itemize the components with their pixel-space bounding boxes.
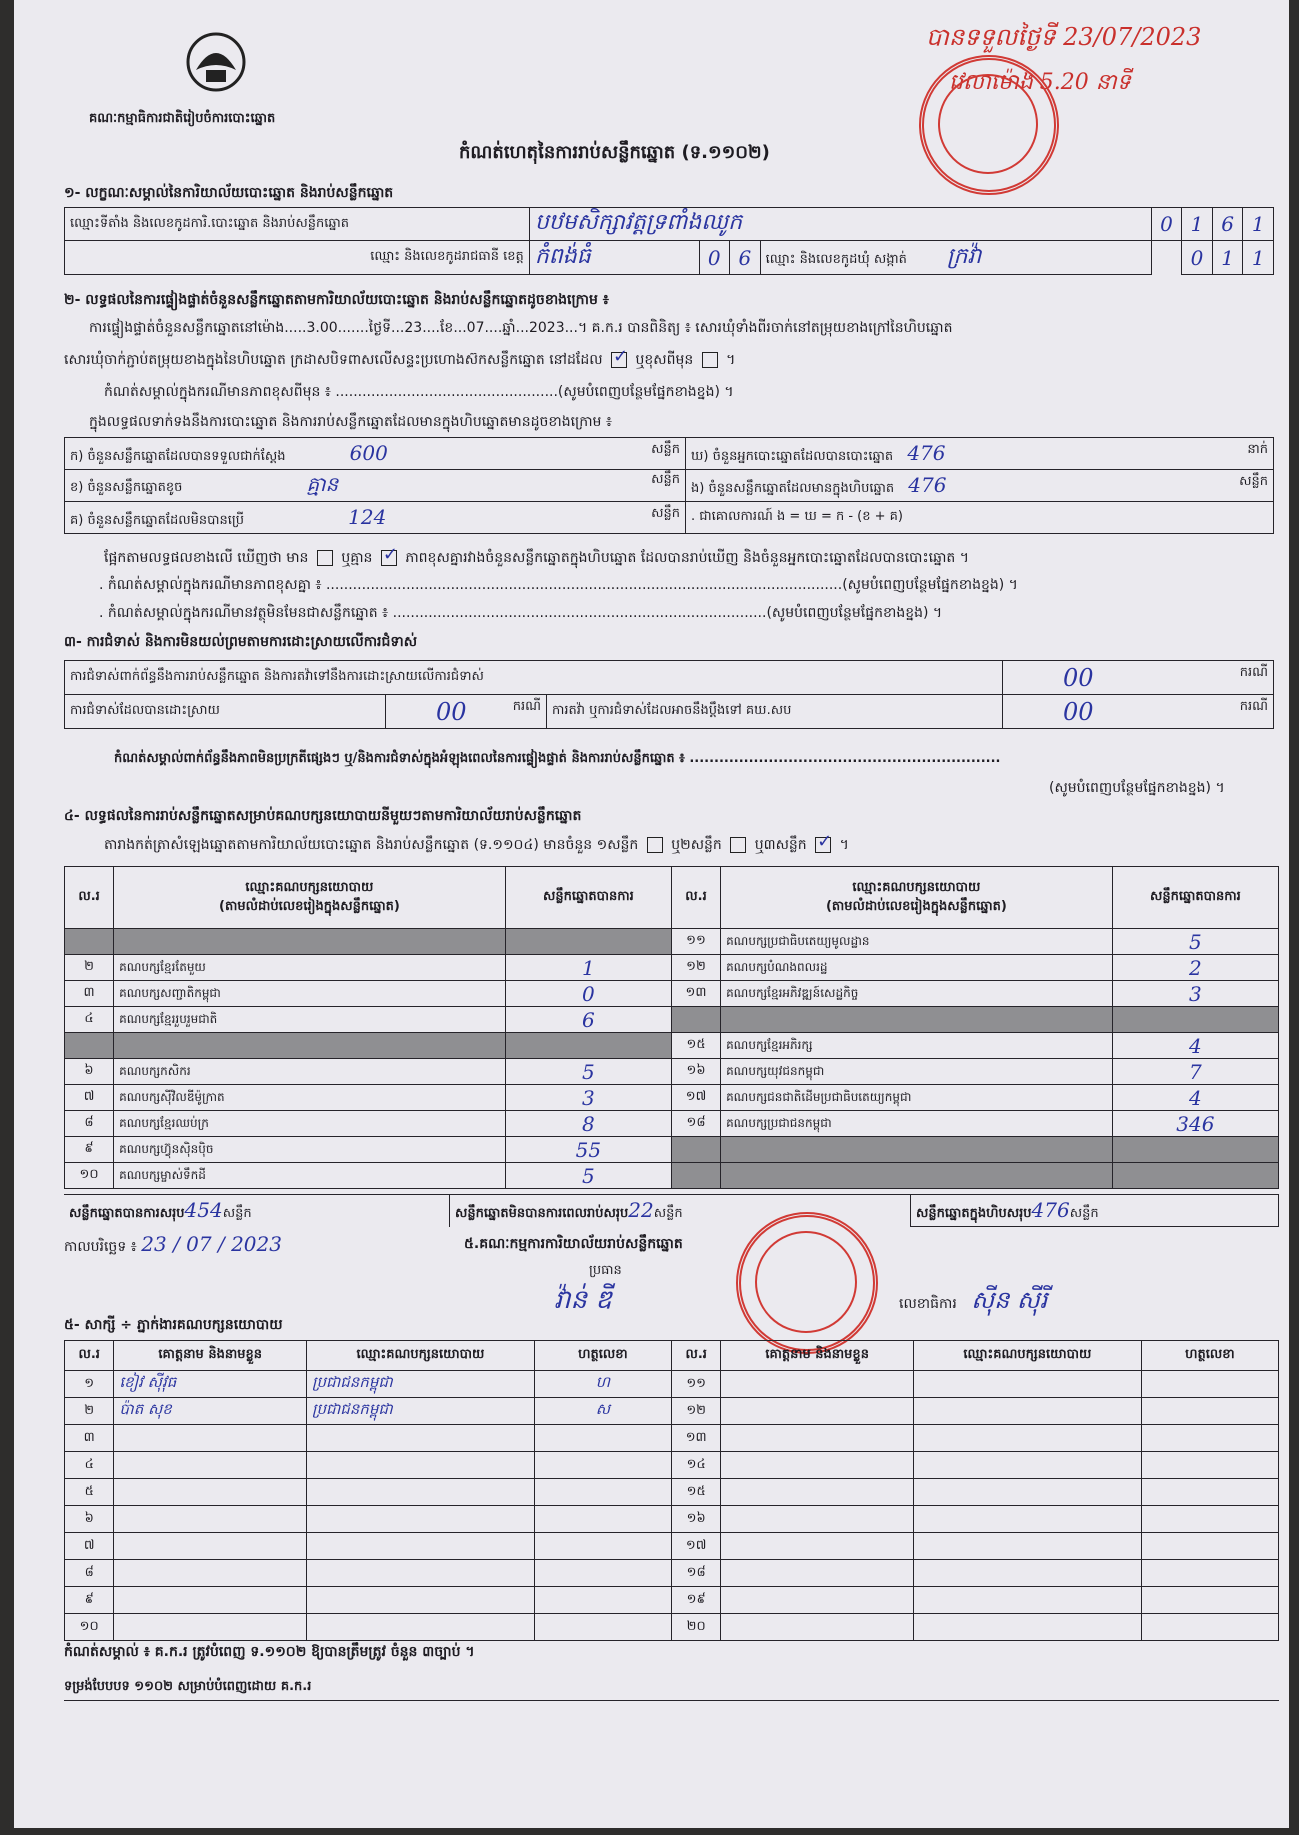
- party-name: គណបក្សខ្មែរអភិរក្ស: [721, 1033, 1113, 1059]
- witness-name: [114, 1506, 307, 1533]
- seal-line-text: សោរឃុំចាក់ភ្ជាប់តម្រុយខាងក្នុងនៃហិបឆ្នោត ក្រដាសបិទពាសលើសន្ទះប្រហោងស៊កសន្លឹកឆ្នោត នៅដដែល: [64, 352, 603, 368]
- witness-party: [306, 1425, 534, 1452]
- unused-ballots-label: គ) ចំនួនសន្លឹកឆ្នោតដែលមិនបានប្រើ: [70, 512, 244, 528]
- party-name: គណបក្សយុវជនកម្ពុជា: [721, 1059, 1113, 1085]
- witness-no: ១៥: [671, 1479, 720, 1506]
- compare-text: ភាពខុសគ្នារវាងចំនួនសន្លឹកឆ្នោតក្នុងហិបឆ្នោត ដែលបានរាប់ឃើញ និងចំនួនអ្នកបោះឆ្នោតដែលបានបោះឆ្នោត ។: [405, 550, 969, 566]
- witness-sign: [534, 1479, 671, 1506]
- party-row: [65, 1007, 1279, 1033]
- witness-sign: [534, 1452, 671, 1479]
- form-id: ទម្រង់បែបបទ ១១០២ សម្រាប់បំពេញដោយ គ.ក.រ: [64, 1679, 312, 1694]
- section5-title: ៥- សាក្សី ÷ ភ្នាក់ងារគណបក្សនយោបាយ: [64, 1317, 283, 1333]
- province-value: កំពង់ធំ: [529, 241, 699, 275]
- party-votes: [1112, 1163, 1278, 1189]
- box-ballots-value: 476: [908, 472, 947, 497]
- province-code-1: 0: [699, 241, 730, 275]
- witness-no: ១: [65, 1371, 114, 1398]
- party-votes: 4: [1112, 1085, 1278, 1111]
- witness-table: [64, 1340, 1279, 1641]
- witness-party: [913, 1371, 1141, 1398]
- voters-label: ឃ) ចំនួនអ្នកបោះឆ្នោតដែលបានបោះឆ្នោត: [691, 448, 894, 464]
- witness-party: [913, 1479, 1141, 1506]
- party-no: ២: [65, 955, 114, 981]
- witness-no: ១៨: [671, 1560, 720, 1587]
- party-name: គណបក្សខ្មែរឈប់ក្រ: [114, 1111, 506, 1137]
- witness-sign: [534, 1560, 671, 1587]
- compare-yes-label: ផ្អែកតាមលទ្ធផលខាងលើ ឃើញថា មាន: [104, 550, 309, 566]
- total-valid-unit: សន្លឹក: [222, 1205, 252, 1221]
- spoiled-ballots-label: ខ) ចំនួនសន្លឹកឆ្នោតខូច: [70, 479, 183, 495]
- party-row: [65, 1137, 1279, 1163]
- party-no: ៨: [65, 1111, 114, 1137]
- party-name: គណបក្សជនជាតិដើមប្រជាធិបតេយ្យកម្ពុជា: [721, 1085, 1113, 1111]
- witness-row: [65, 1479, 1279, 1506]
- objection-row1-value: 00: [1063, 663, 1094, 692]
- province-code-2: 6: [730, 241, 761, 275]
- station-code-3: 6: [1212, 208, 1243, 241]
- witness-name: ខៀវ ស៊ីវុធ: [114, 1371, 307, 1398]
- witness-row: [65, 1587, 1279, 1614]
- witness-party: [913, 1398, 1141, 1425]
- witness-name: [721, 1614, 914, 1641]
- party-votes: 5: [505, 1163, 671, 1189]
- totals-table: [64, 1194, 1279, 1227]
- witness-no: ៧: [65, 1533, 114, 1560]
- chair-label: ប្រធាន: [589, 1263, 622, 1278]
- party-no: ៩: [65, 1137, 114, 1163]
- party-name: គណបក្សកសិករ: [114, 1059, 506, 1085]
- total-valid-label: សន្លឹកឆ្នោតបានការសរុប: [69, 1205, 185, 1221]
- party-votes: 0: [505, 981, 671, 1007]
- witness-no: ៦: [65, 1506, 114, 1533]
- secretary-label: លេខាធិការ: [899, 1296, 957, 1312]
- objection-extra-note: កំណត់សម្គាល់ពាក់ព័ន្ធនឹងភាពមិនប្រក្រតីផ្សេងៗ ឬ/និងការជំទាស់ក្នុងអំឡុងពេលនៃការផ្ទៀងផ្ទាត់ និងការរាប់សន្លឹកឆ្នោត ៖ ...............................................................: [114, 751, 1001, 766]
- witness-sign: [1141, 1587, 1278, 1614]
- witness-sign: [1141, 1398, 1278, 1425]
- witness-name: ប៉ាត សុខ: [114, 1398, 307, 1425]
- tally-text: តារាងកត់ត្រាសំឡេងឆ្នោតតាមការិយាល័យបោះឆ្នោត និងរាប់សន្លឹកឆ្នោត (ទ.១១០៤) មានចំនួន ១សន្លឹក: [104, 837, 639, 853]
- party-name: គណបក្សម្ចាស់ទឹកដី: [114, 1163, 506, 1189]
- w-col-name-2: គោត្តនាម និងនាមខ្លួន: [721, 1341, 914, 1371]
- date-value: 23 / 07 / 2023: [141, 1232, 282, 1256]
- station-code-4: 1: [1243, 208, 1274, 241]
- received-note: បានទទួលថ្ងៃទី 23/07/2023: [926, 23, 1202, 51]
- witness-no: ១៤: [671, 1452, 720, 1479]
- objection-row2b-unit: ករណី: [1239, 698, 1268, 714]
- party-no: [671, 1137, 720, 1163]
- date-row: [64, 1232, 282, 1258]
- ballot-count-table: [64, 437, 1274, 534]
- witness-name: [721, 1506, 914, 1533]
- secretary-signature: ស៊ីន ស៊ីរី: [971, 1286, 1048, 1314]
- station-code-1: 0: [1151, 208, 1182, 241]
- total-box-label: សន្លឹកឆ្នោតក្នុងហិបសរុប: [916, 1205, 1032, 1221]
- party-no: [671, 1007, 720, 1033]
- party-row: [65, 1059, 1279, 1085]
- party-name: គណបក្សសញ្ជាតិកម្ពុជា: [114, 981, 506, 1007]
- voters-value: 476: [907, 440, 946, 465]
- party-name: គណបក្សខ្មែររួបរួមជាតិ: [114, 1007, 506, 1033]
- unused-ballots-unit: សន្លឹក: [651, 505, 680, 521]
- witness-party: [913, 1560, 1141, 1587]
- witness-sign: [1141, 1452, 1278, 1479]
- witness-party: [306, 1560, 534, 1587]
- station-value: បឋមសិក្សាវត្តទ្រពាំងឈូក: [529, 208, 1151, 241]
- form-title: កំណត់ហេតុនៃការរាប់សន្លឹកឆ្នោត (ទ.១១០២): [459, 142, 770, 163]
- party-no: [65, 1033, 114, 1059]
- party-no: ១៦: [671, 1059, 720, 1085]
- w-col-no-2: ល.រ: [671, 1341, 720, 1371]
- party-votes: 5: [1112, 929, 1278, 955]
- w-col-name: គោត្តនាម និងនាមខ្លួន: [114, 1341, 307, 1371]
- box-ballots-label: ង) ចំនួនសន្លឹកឆ្នោតដែលមានក្នុងហិបឆ្នោត: [691, 480, 895, 496]
- witness-row: [65, 1533, 1279, 1560]
- party-name: [721, 1137, 1113, 1163]
- witness-row: [65, 1614, 1279, 1641]
- witness-row: [65, 1371, 1279, 1398]
- party-name: គណបក្សខ្មែរតែមួយ: [114, 955, 506, 981]
- witness-sign: [1141, 1533, 1278, 1560]
- witness-no: ៨: [65, 1560, 114, 1587]
- party-name: [114, 929, 506, 955]
- spoiled-ballots-unit: សន្លឹក: [651, 471, 680, 487]
- objection-row2b-value: 00: [1063, 697, 1094, 726]
- witness-name: [114, 1560, 307, 1587]
- party-name: [721, 1007, 1113, 1033]
- witness-sign: [534, 1587, 671, 1614]
- party-row: [65, 1085, 1279, 1111]
- witness-no: ៥: [65, 1479, 114, 1506]
- tally-3-label: ឬ៣សន្លឹក: [754, 837, 807, 853]
- objection-table: [64, 660, 1274, 729]
- witness-name: [721, 1587, 914, 1614]
- witness-name: [721, 1425, 914, 1452]
- section3-title: ៣- ការជំទាស់ និងការមិនយល់ព្រមតាមការដោះស្រាយលើការជំទាស់: [64, 634, 418, 650]
- party-no: ១៥: [671, 1033, 720, 1059]
- received-time: វេលាម៉ោង 5.20 នាទី: [949, 70, 1131, 95]
- witness-party: ប្រជាជនកម្ពុជា: [306, 1371, 534, 1398]
- tally-1-checkbox[interactable]: [647, 837, 663, 853]
- commune-code-1: 0: [1182, 241, 1213, 275]
- witness-party: ប្រជាជនកម្ពុជា: [306, 1398, 534, 1425]
- station-code-2: 1: [1182, 208, 1213, 241]
- province-label: ឈ្មោះ និងលេខកូដរាជធានី ខេត្ត: [65, 241, 530, 275]
- party-name: [721, 1163, 1113, 1189]
- form-sheet: [14, 0, 1289, 1828]
- footer-note: កំណត់សម្គាល់ ៖ គ.ក.រ ត្រូវបំពេញ ទ.១១០២ ឱ្យបានត្រឹមត្រូវ ចំនួន ៣ច្បាប់ ។: [64, 1644, 475, 1660]
- witness-sign: [1141, 1479, 1278, 1506]
- footer-divider: [64, 1700, 1279, 1701]
- party-row: [65, 929, 1279, 955]
- objection-row2-label: ការជំទាស់ដែលបានដោះស្រាយ: [65, 695, 386, 729]
- official-stamp-bottom: [736, 1212, 878, 1354]
- witness-party: [306, 1479, 534, 1506]
- compare-no-label: ឬគ្មាន: [341, 550, 373, 566]
- col-votes-2: សន្លឹកឆ្នោតបានការ: [1112, 867, 1278, 929]
- party-name: [114, 1033, 506, 1059]
- party-name: គណបក្សខ្មែរអភិវឌ្ឍន៍សេដ្ឋកិច្ច: [721, 981, 1113, 1007]
- witness-name: [114, 1533, 307, 1560]
- witness-party: [913, 1506, 1141, 1533]
- witness-name: [721, 1560, 914, 1587]
- seal-same-checkbox[interactable]: [611, 352, 627, 368]
- witness-no: ១០: [65, 1614, 114, 1641]
- witness-no: ៩: [65, 1587, 114, 1614]
- witness-name: [114, 1452, 307, 1479]
- witness-name: [114, 1479, 307, 1506]
- witness-party: [913, 1587, 1141, 1614]
- party-no: [65, 929, 114, 955]
- party-votes: 2: [1112, 955, 1278, 981]
- party-no: ៦: [65, 1059, 114, 1085]
- party-no: ១០: [65, 1163, 114, 1189]
- witness-sign: ស: [534, 1398, 671, 1425]
- party-votes: [505, 1033, 671, 1059]
- witness-sign: [534, 1506, 671, 1533]
- witness-sign: [534, 1614, 671, 1641]
- seal-note: កំណត់សម្គាល់ក្នុងករណីមានភាពខុសពីមុន ៖ ..................................................(សូមបំពេញបន្ថែមផ្នែកខាងខ្នង) ។: [104, 384, 734, 400]
- witness-no: ១២: [671, 1398, 720, 1425]
- witness-no: ៤: [65, 1452, 114, 1479]
- witness-party: [306, 1506, 534, 1533]
- w-col-no: ល.រ: [65, 1341, 114, 1371]
- witness-row: [65, 1506, 1279, 1533]
- witness-name: [721, 1479, 914, 1506]
- party-name: គណបក្សស៊ីវិលឌីម៉ូក្រាត: [114, 1085, 506, 1111]
- witness-sign: [534, 1425, 671, 1452]
- seal-line: សោរឃុំចាក់ភ្ជាប់តម្រុយខាងក្នុងនៃហិបឆ្នោត ក្រដាសបិទពាសលើសន្ទះប្រហោងស៊កសន្លឹកឆ្នោត នៅដដែល ✓ ឬខុសពីមុន ។: [64, 350, 735, 371]
- witness-party: [913, 1533, 1141, 1560]
- chair-signature: វ៉ាន់ ឌី: [554, 1285, 612, 1315]
- total-invalid-label: សន្លឹកឆ្នោតមិនបានការពេលរាប់សរុប: [455, 1205, 629, 1221]
- w-col-sign: ហត្ថលេខា: [534, 1341, 671, 1371]
- party-row: [65, 1033, 1279, 1059]
- party-row: [65, 955, 1279, 981]
- official-stamp-top: [919, 55, 1059, 195]
- commune-code-2: 1: [1212, 241, 1243, 275]
- party-row: [65, 981, 1279, 1007]
- signing-committee: ៥.គណៈកម្មការការិយាល័យរាប់សន្លឹកឆ្នោត: [464, 1236, 683, 1252]
- objection-row2b-label: ការតវ៉ា ឬការជំទាស់ដែលអាចនឹងប្តឹងទៅ គឃ.សប: [547, 695, 1003, 729]
- party-votes: 3: [505, 1085, 671, 1111]
- witness-name: [721, 1371, 914, 1398]
- witness-party: [306, 1587, 534, 1614]
- col-party: ឈ្មោះគណបក្សនយោបាយ: [245, 879, 374, 895]
- witness-no: ១៣: [671, 1425, 720, 1452]
- received-ballots-unit: សន្លឹក: [651, 441, 680, 457]
- section4-title: ៤- លទ្ធផលនៃការរាប់សន្លឹកឆ្នោតសម្រាប់គណបក្សនយោបាយនីមួយៗតាមការិយាល័យរាប់សន្លឹកឆ្នោត: [64, 808, 582, 824]
- witness-party: [306, 1452, 534, 1479]
- tally-2-label: ឬ២សន្លឹក: [671, 837, 722, 853]
- party-no: ៤: [65, 1007, 114, 1033]
- commune-value: ក្រវ៉ា: [946, 243, 982, 269]
- objection-extra-note2: (សូមបំពេញបន្ថែមផ្នែកខាងខ្នង) ។: [1049, 780, 1225, 796]
- witness-name: [114, 1587, 307, 1614]
- witness-sign: [534, 1533, 671, 1560]
- party-row: [65, 1163, 1279, 1189]
- witness-row: [65, 1560, 1279, 1587]
- party-name: គណបក្សប្រជាជនកម្ពុជា: [721, 1111, 1113, 1137]
- compare-line: [104, 548, 969, 569]
- objection-row1-label: ការជំទាស់ពាក់ព័ន្ធនឹងការរាប់សន្លឹកឆ្នោត និងការតវ៉ាទៅនឹងការដោះស្រាយលើការជំទាស់: [65, 661, 1003, 695]
- party-no: ១១: [671, 929, 720, 955]
- witness-sign: [1141, 1371, 1278, 1398]
- col-votes: សន្លឹកឆ្នោតបានការ: [505, 867, 671, 929]
- witness-party: [913, 1452, 1141, 1479]
- tally-3-checkbox[interactable]: [815, 837, 831, 853]
- tally-2-checkbox[interactable]: [730, 837, 746, 853]
- party-no: [671, 1163, 720, 1189]
- objection-row2-unit: ករណី: [512, 698, 541, 714]
- party-votes: 5: [505, 1059, 671, 1085]
- party-row: [65, 1111, 1279, 1137]
- party-votes: 7: [1112, 1059, 1278, 1085]
- witness-row: [65, 1452, 1279, 1479]
- col-party-sub-2: (តាមលំដាប់លេខរៀងក្នុងសន្លឹកឆ្នោត): [825, 898, 1007, 914]
- w-col-sign-2: ហត្ថលេខា: [1141, 1341, 1278, 1371]
- col-party-2: ឈ្មោះគណបក្សនយោបាយ: [852, 879, 981, 895]
- party-votes: 3: [1112, 981, 1278, 1007]
- tally-line: តារាងកត់ត្រាសំឡេងឆ្នោតតាមការិយាល័យបោះឆ្នោត និងរាប់សន្លឹកឆ្នោត (ទ.១១០៤) មានចំនួន ១សន្លឹក ឬ២សន្លឹក ឬ៣សន្លឹក ✓ ។: [104, 835, 849, 856]
- party-no: ១៨: [671, 1111, 720, 1137]
- station-table: [64, 207, 1274, 275]
- party-votes: [505, 929, 671, 955]
- witness-sign: [1141, 1425, 1278, 1452]
- party-name: គណបក្សបំណងពលរដ្ឋ: [721, 955, 1113, 981]
- time-line: ការផ្ទៀងផ្ទាត់ចំនួនសន្លឹកឆ្នោតនៅម៉ោង.....3.00.......ថ្ងៃទី...23....ខែ...07....ឆ្នាំ...2023...។ គ.ក.រ បានពិនិត្យ ៖ សោរឃុំទាំងពីរចាក់នៅតម្រុយខាងក្រៅនៃហិបឆ្នោត: [89, 320, 953, 336]
- witness-party: [306, 1533, 534, 1560]
- witness-party: [913, 1614, 1141, 1641]
- formula-note: . ជាគោលការណ៍ ង = ឃ = ក - (ខ + គ): [686, 502, 1274, 534]
- witness-name: [721, 1452, 914, 1479]
- w-col-party-2: ឈ្មោះគណបក្សនយោបាយ: [913, 1341, 1141, 1371]
- party-votes: 6: [505, 1007, 671, 1033]
- objection-row2-value: 00: [436, 697, 467, 726]
- witness-no: ៣: [65, 1425, 114, 1452]
- party-no: ៧: [65, 1085, 114, 1111]
- party-votes: 346: [1112, 1111, 1278, 1137]
- party-name: គណបក្សប្រជាធិបតេយ្យមូលដ្ឋាន: [721, 929, 1113, 955]
- received-ballots-value: 600: [349, 440, 388, 465]
- commune-label: ឈ្មោះ និងលេខកូដឃុំ សង្កាត់: [765, 251, 907, 267]
- party-no: ៣: [65, 981, 114, 1007]
- party-no: ១២: [671, 955, 720, 981]
- station-label: ឈ្មោះទីតាំង និងលេខកូដការិ.បោះឆ្នោត និងរាប់សន្លឹកឆ្នោត: [65, 208, 530, 241]
- total-box-value: 476: [1031, 1197, 1070, 1222]
- witness-row: [65, 1398, 1279, 1425]
- party-no: ១៣: [671, 981, 720, 1007]
- total-box-unit: សន្លឹក: [1069, 1205, 1099, 1221]
- witness-sign: [1141, 1614, 1278, 1641]
- result-line: ក្នុងលទ្ធផលទាក់ទងនឹងការបោះឆ្នោត និងការរាប់សន្លឹកឆ្នោតដែលមានក្នុងហិបឆ្នោតមានដូចខាងក្រោម ៖: [89, 414, 613, 430]
- w-col-party: ឈ្មោះគណបក្សនយោបាយ: [306, 1341, 534, 1371]
- received-ballots-label: ក) ចំនួនសន្លឹកឆ្នោតដែលបានទទួលជាក់ស្តែង: [70, 448, 286, 464]
- witness-no: ១១: [671, 1371, 720, 1398]
- party-votes: 55: [505, 1137, 671, 1163]
- witness-name: [114, 1614, 307, 1641]
- witness-name: [721, 1533, 914, 1560]
- witness-name: [721, 1398, 914, 1425]
- compare-yes-checkbox[interactable]: [317, 550, 333, 566]
- spoiled-ballots-value: គ្មាន: [306, 471, 339, 496]
- witness-no: ២០: [671, 1614, 720, 1641]
- box-ballots-unit: សន្លឹក: [1239, 473, 1268, 489]
- foreign-note: . កំណត់សម្គាល់ក្នុងករណីមានវត្ថុមិនមែនជាសន្លឹកឆ្នោត ៖ ....................................................................................(សូមបំពេញបន្ថែមផ្នែកខាងខ្នង) ។: [99, 605, 943, 621]
- party-votes: 4: [1112, 1033, 1278, 1059]
- witness-sign: ហ: [534, 1371, 671, 1398]
- voters-unit: នាក់: [1247, 441, 1268, 457]
- witness-name: [114, 1425, 307, 1452]
- witness-no: ១៧: [671, 1533, 720, 1560]
- col-party-sub: (តាមលំដាប់លេខរៀងក្នុងសន្លឹកឆ្នោត): [219, 898, 400, 914]
- commune-code-3: 1: [1243, 241, 1274, 275]
- party-results-table: [64, 866, 1279, 1189]
- witness-sign: [1141, 1560, 1278, 1587]
- witness-row: [65, 1425, 1279, 1452]
- party-votes: 1: [505, 955, 671, 981]
- witness-sign: [1141, 1506, 1278, 1533]
- total-invalid-value: 22: [628, 1197, 654, 1222]
- total-valid-value: 454: [184, 1197, 223, 1222]
- secretary-row: [899, 1285, 1047, 1320]
- witness-no: ១៩: [671, 1587, 720, 1614]
- objection-row1-unit: ករណី: [1239, 664, 1268, 680]
- total-invalid-unit: សន្លឹក: [653, 1205, 683, 1221]
- party-votes: [1112, 1007, 1278, 1033]
- witness-party: [306, 1614, 534, 1641]
- witness-no: ១៦: [671, 1506, 720, 1533]
- committee-logo: [182, 30, 250, 94]
- unused-ballots-value: 124: [348, 504, 387, 529]
- party-no: ១៧: [671, 1085, 720, 1111]
- party-votes: [1112, 1137, 1278, 1163]
- compare-no-checkbox[interactable]: [381, 550, 397, 566]
- col-no-2: ល.រ: [671, 867, 720, 929]
- witness-no: ២: [65, 1398, 114, 1425]
- diff-note: . កំណត់សម្គាល់ក្នុងករណីមានភាពខុសគ្នា ៖ ....................................................................................................................(សូមបំពេញបន្ថែមផ្នែកខាងខ្នង) ។: [99, 577, 1018, 593]
- col-no: ល.រ: [65, 867, 114, 929]
- section2-title: ២- លទ្ធផលនៃការផ្ទៀងផ្ទាត់ចំនួនសន្លឹកឆ្នោតតាមការិយាល័យបោះឆ្នោត និងរាប់សន្លឹកឆ្នោតដូចខាងក្រោម ៖: [64, 292, 609, 308]
- section1-title: ១- លក្ខណៈសម្គាល់នៃការិយាល័យបោះឆ្នោត និងរាប់សន្លឹកឆ្នោត: [64, 185, 394, 201]
- committee-name: គណៈកម្មាធិការជាតិរៀបចំការបោះឆ្នោត: [89, 111, 276, 126]
- party-name: គណបក្សហ៊្វុនស៊ិនប៉ិច: [114, 1137, 506, 1163]
- seal-changed-checkbox[interactable]: [702, 352, 718, 368]
- party-votes: 8: [505, 1111, 671, 1137]
- date-label: កាលបរិច្ឆេទ ៖: [64, 1239, 137, 1255]
- seal-changed-label: ឬខុសពីមុន: [635, 352, 694, 368]
- witness-party: [913, 1425, 1141, 1452]
